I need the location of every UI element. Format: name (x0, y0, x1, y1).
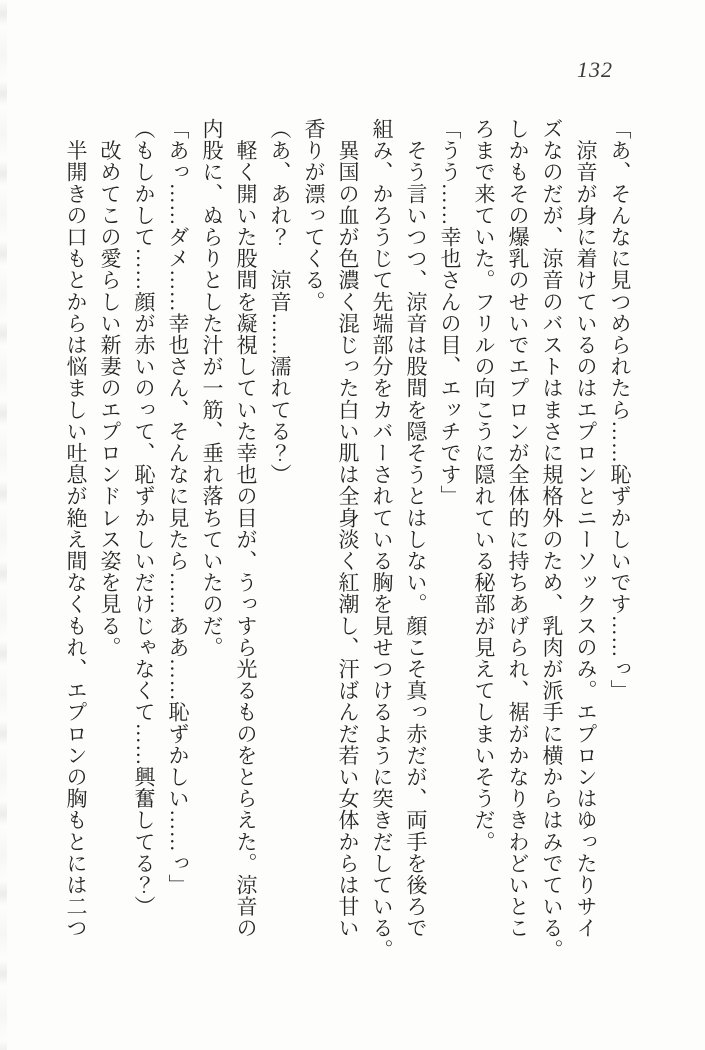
text-line: （あ、あれ？ 涼音……濡れてる？） (268, 118, 292, 486)
text-line: 組み、かろうじて先端部分をカバーされている胸を見せつけるように突きだしている。 (370, 118, 394, 961)
page-number: 132 (577, 57, 613, 82)
text-line: しかもその爆乳のせいでエプロンが全体的に持ちあげられ、裾がかなりきわどいとこ (506, 118, 530, 939)
text-line: 「うう……幸也さんの目、エッチです」 (438, 118, 462, 507)
text-line: そう言いつつ、涼音は股間を隠そうとはしない。顔こそ真っ赤だが、両手を後ろで (404, 118, 428, 939)
text-line: 内股に、ぬらりとした汁が一筋、垂れ落ちていたのだ。 (200, 118, 224, 658)
scan-binding-artifact (0, 0, 7, 1050)
text-line: 涼音が身に着けているのはエプロンとニーソックスのみ。エプロンはゆったりサイ (574, 118, 598, 939)
text-line: （もしかして……顔が赤いのって、恥ずかしいだけじゃなくて……興奮してる？） (132, 118, 156, 918)
text-line: ろまで来ていた。フリルの向こうに隠れている秘部が見えてしまいそうだ。 (472, 118, 496, 853)
text-line: 「あ、そんなに見つめられたら……恥ずかしいです……っ」 (608, 118, 632, 702)
vertical-text-block (59, 118, 637, 964)
text-line: ズなのだが、涼音のバストはまさに規格外のため、乳肉が派手に横からはみでている。 (540, 118, 564, 961)
text-line: 異国の血が色濃く混じった白い肌は全身淡く紅潮し、汗ばんだ若い女体からは甘い (336, 118, 360, 939)
text-line: 半開きの口もとからは悩ましい吐息が絶え間なくもれ、エプロンの胸もとには二つ (64, 118, 88, 939)
text-line: 「あっ……ダメ……幸也さん、そんなに見たら……ああ……恥ずかしい……っ」 (166, 118, 190, 896)
text-line: 改めてこの愛らしい新妻のエプロンドレス姿を見る。 (98, 118, 122, 658)
text-line: 香りが漂ってくる。 (302, 118, 326, 313)
text-line: 軽く開いた股間を凝視していた幸也の目が、うっすら光るものをとらえた。涼音の (234, 118, 258, 939)
